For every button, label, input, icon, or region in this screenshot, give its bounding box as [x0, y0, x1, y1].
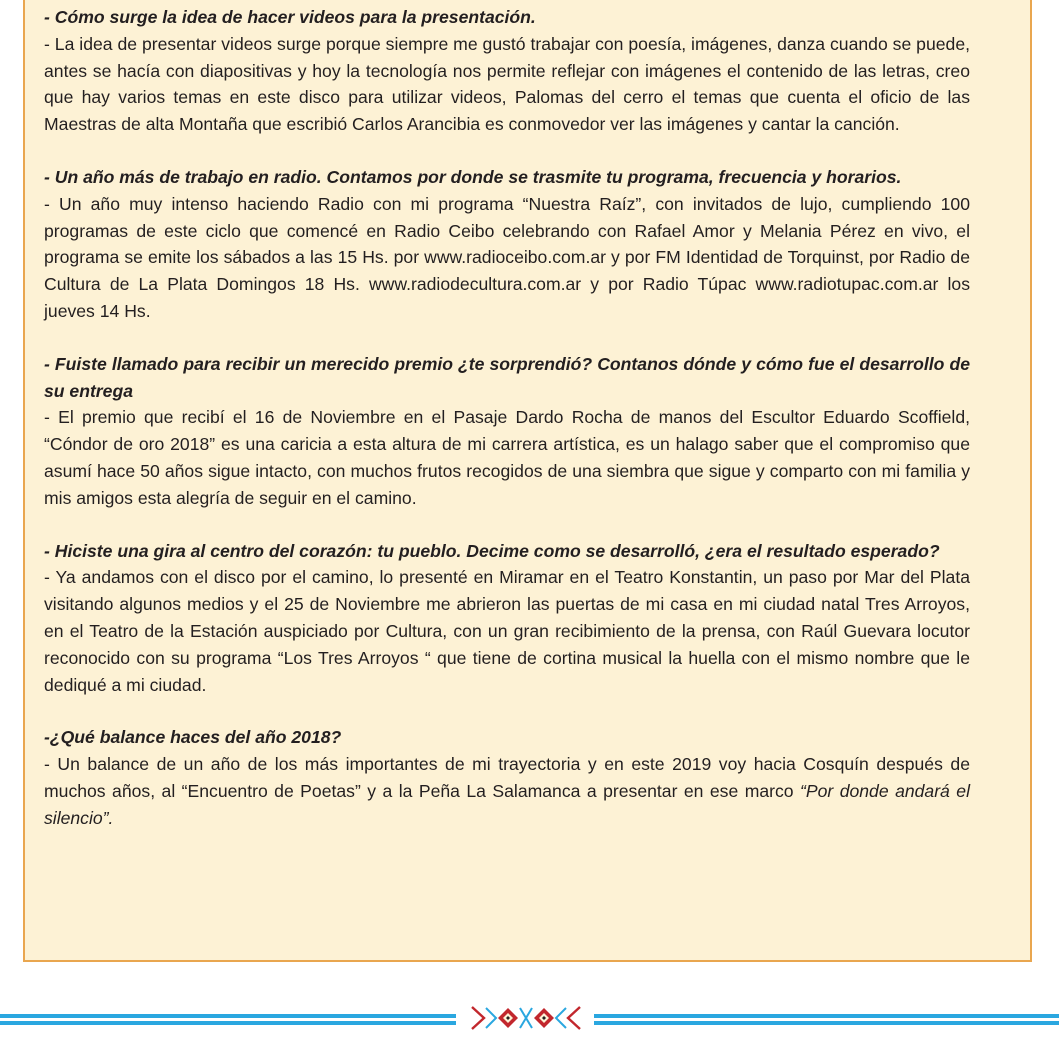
- question-5: -¿Qué balance haces del año 2018?: [44, 727, 342, 748]
- left-rule-2: [0, 1021, 456, 1025]
- ornament-icon: [470, 1004, 582, 1032]
- question-2: - Un año más de trabajo en radio. Contamos por donde se trasmite tu programa, frecuencia y horarios.: [44, 166, 902, 187]
- right-rule: [594, 1014, 1059, 1018]
- answer-4: - Ya andamos con el disco por el camino, lo presenté en Miramar en el Teatro Konstantin, un paso por Mar del Plata visitando algunos medios y el 25 de Noviembre me abrieron las puertas de mi casa en mi ciudad natal Tres Arroyos, en el Teatro de la Estación auspiciado por Cultura, con un gran recibimiento de la prensa, con Raúl Guevara locutor reconocido con su programa “Los Tres Arroyos “ que tiene de cortina musical la huella con el mismo nombre que le dediqué a mi ciudad.: [44, 567, 970, 695]
- answer-2: - Un año muy intenso haciendo Radio con mi programa “Nuestra Raíz”, con invitados de lujo, cumpliendo 100 programas de este ciclo que comencé en Radio Ceibo celebrando con Rafael Amor y Melania Pérez en vivo, el programa se emite los sábados a las 15 Hs. por www.radioceibo.com.ar y por FM Identidad de Torquinst, por Radio de Cultura de La Plata Domingos 18 Hs. www.radiodecultura.com.ar y por Radio Túpac www.radiotupac.com.ar los jueves 14 Hs.: [44, 193, 970, 321]
- interview-content: [44, 0, 970, 832]
- left-rule: [0, 1014, 456, 1018]
- right-rule-2: [594, 1021, 1059, 1025]
- question-1: - Cómo surge la idea de hacer videos para la presentación.: [44, 7, 536, 27]
- answer-5-text: - Un balance de un año de los más importantes de mi trayectoria y en este 2019 voy hacia Cosquín después de muchos años, al “Encuentro de Poetas” y a la Peña La Salamanca a presentar en ese marco: [44, 754, 970, 801]
- album-title: “Por donde andará el silencio”.: [44, 780, 970, 828]
- answer-3: - El premio que recibí el 16 de Noviembre en el Pasaje Dardo Rocha de manos del Escultor Eduardo Scoffield, “Cóndor de oro 2018” es una caricia a esta altura de mi carrera artística, es un halago saber que el compromiso que asumí hace 50 años sigue intacto, con muchos frutos recogidos de una siembra que sigue y comparto con mi familia y mis amigos esta alegría de seguir en el camino.: [44, 407, 970, 508]
- answer-5: [44, 751, 970, 831]
- question-4: - Hiciste una gira al centro del corazón: tu pueblo. Decime como se desarrolló, ¿era el resultado esperado?: [44, 540, 940, 561]
- footer-divider: [0, 1004, 1059, 1032]
- question-3: - Fuiste llamado para recibir un merecido premio ¿te sorprendió? Contanos dónde y cómo fue el desarrollo de su entrega: [44, 353, 970, 401]
- answer-1: - La idea de presentar videos surge porque siempre me gustó trabajar con poesía, imágenes, danza cuando se puede, antes se hacía con diapositivas y hoy la tecnología nos permite reflejar con imágenes el contenido de las letras, creo que hay varios temas en este disco para utilizar videos, Palomas del cerro el temas que cuenta el oficio de las Maestras de alta Montaña que escribió Carlos Arancibia es conmovedor ver las imágenes y cantar la canción.: [44, 33, 970, 135]
